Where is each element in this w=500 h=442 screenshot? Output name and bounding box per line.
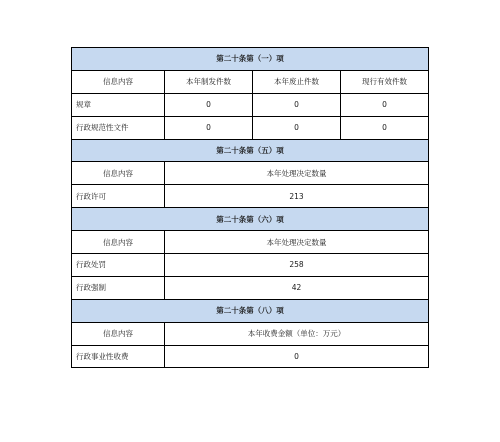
column-header-row: [72, 162, 429, 185]
valid-count-cell: 0: [341, 116, 429, 139]
table-row: [72, 93, 429, 116]
column-header-info-content: 信息内容: [72, 322, 165, 345]
decision-count-cell: 213: [165, 185, 429, 208]
row-label: 行政事业性收费: [72, 345, 165, 368]
section-title: 第二十条第（一）项: [72, 48, 429, 71]
column-header-valid-count: 现行有效件数: [341, 70, 429, 93]
column-header-info-content: 信息内容: [72, 231, 165, 254]
column-header-repealed-count: 本年废止件数: [253, 70, 341, 93]
column-header-decision-count: 本年处理决定数量: [165, 231, 429, 254]
column-header-fee-amount: 本年收费金额（单位：万元）: [165, 322, 429, 345]
column-header-row: [72, 231, 429, 254]
issued-count-cell: 0: [165, 93, 253, 116]
column-header-issued-count: 本年制发件数: [165, 70, 253, 93]
column-header-decision-count: 本年处理决定数量: [165, 162, 429, 185]
table-row: [72, 116, 429, 139]
valid-count-cell: 0: [341, 93, 429, 116]
issued-count-cell: 0: [165, 116, 253, 139]
repealed-count-cell: 0: [253, 93, 341, 116]
section-header-article-20-item-1: [72, 48, 429, 71]
disclosure-table: [71, 47, 429, 368]
section-title: 第二十条第（六）项: [72, 208, 429, 231]
table-row: [72, 345, 429, 368]
decision-count-cell: 42: [165, 276, 429, 299]
table-row: [72, 185, 429, 208]
section-header-article-20-item-6: [72, 208, 429, 231]
row-label: 行政规范性文件: [72, 116, 165, 139]
column-header-info-content: 信息内容: [72, 162, 165, 185]
section-title: 第二十条第（五）项: [72, 139, 429, 162]
column-header-row: [72, 70, 429, 93]
row-label: 行政许可: [72, 185, 165, 208]
section-header-article-20-item-5: [72, 139, 429, 162]
section-title: 第二十条第（八）项: [72, 299, 429, 322]
row-label: 行政强制: [72, 276, 165, 299]
section-header-article-20-item-8: [72, 299, 429, 322]
table-row: [72, 276, 429, 299]
repealed-count-cell: 0: [253, 116, 341, 139]
row-label: 行政处罚: [72, 254, 165, 277]
column-header-row: [72, 322, 429, 345]
row-label: 规章: [72, 93, 165, 116]
table-row: [72, 254, 429, 277]
column-header-info-content: 信息内容: [72, 70, 165, 93]
decision-count-cell: 258: [165, 254, 429, 277]
fee-amount-cell: 0: [165, 345, 429, 368]
